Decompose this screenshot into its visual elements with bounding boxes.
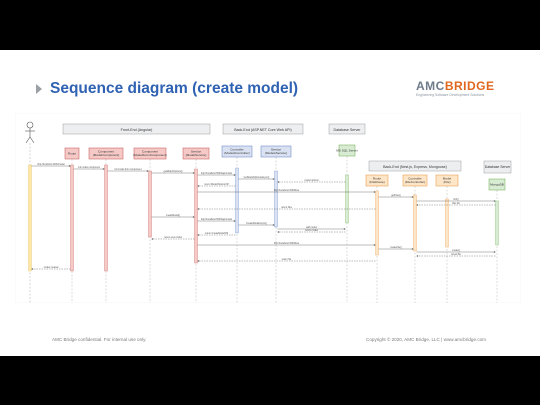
message-24-label: saved file bbox=[451, 254, 461, 257]
slide-title: Sequence diagram (create model) bbox=[50, 80, 299, 97]
participant-service-modelsservice-label: Service (ModelsService) bbox=[264, 147, 288, 156]
participant-component-modelcomponent-activation bbox=[105, 165, 108, 271]
group-frontend bbox=[63, 124, 210, 134]
message-19-label: return CreateModelVM bbox=[204, 233, 229, 236]
footer-copyright: Copyright © 2020, AMC Bridge, LLC | www.amcbridge.com bbox=[366, 337, 486, 342]
logo-tagline: Engineering Software Development Solutions bbox=[416, 93, 485, 97]
participant-model-file-label: Model (File) bbox=[442, 176, 452, 185]
participant-ms-sql-server-label: MS SQL Server bbox=[336, 148, 358, 153]
group-sql-db-label: Database Server bbox=[333, 128, 361, 132]
participant-route-activation bbox=[71, 165, 74, 271]
logo-brand-main: AMC bbox=[416, 79, 445, 93]
message-7-label: model options bbox=[304, 180, 319, 183]
participant-component-modelformcomponent-activation bbox=[149, 171, 152, 237]
group-node-backend-label: Back-End (Nest.js, Express, Mongoose) bbox=[383, 165, 447, 169]
participant-component-modelcomponent-label: Component (ModelComponent) bbox=[92, 149, 120, 158]
participant-route-fileroute-activation bbox=[376, 191, 379, 255]
participant-mongodb-label: MongoDB bbox=[490, 182, 504, 187]
message-6-label: GetModelOptionsAsync() bbox=[243, 177, 270, 180]
participant-model-file-activation bbox=[446, 199, 449, 247]
message-20-label: return new model bbox=[164, 237, 182, 240]
participant-route-label: Route bbox=[67, 151, 77, 156]
participant-controller-modelscontroller-activation bbox=[236, 168, 239, 233]
message-13-label: return files bbox=[281, 207, 292, 210]
message-26-label: model created bbox=[43, 267, 59, 270]
message-15-label: http://localhost:5000/api/model bbox=[200, 219, 233, 222]
message-1-label: http://localhost:4200/model bbox=[37, 164, 65, 167]
title-row bbox=[36, 79, 298, 99]
sequence-diagram bbox=[15, 113, 521, 303]
message-11-label: find() bbox=[453, 199, 459, 202]
user-activation bbox=[29, 165, 32, 271]
message-22-label: createFile() bbox=[390, 247, 402, 250]
group-node-backend bbox=[369, 161, 461, 171]
participant-service-modelservice-activation bbox=[195, 169, 198, 263]
message-4-label: getModelOptions() bbox=[163, 171, 183, 174]
group-sql-db bbox=[329, 124, 365, 134]
group-aspnet-backend bbox=[223, 124, 303, 134]
message-12-label: files list bbox=[452, 203, 460, 206]
message-18-label: return model bbox=[305, 230, 318, 233]
message-16-label: CreateModelAsync() bbox=[246, 223, 267, 226]
message-9-label: http://localhost:3000/files bbox=[273, 190, 300, 193]
message-2-label: init model component bbox=[78, 167, 100, 170]
group-aspnet-backend-label: Back-End (ASP.NET Core Web API) bbox=[234, 128, 292, 132]
participant-controller-filecontroller-activation bbox=[414, 195, 417, 251]
slide bbox=[0, 50, 540, 356]
participant-service-modelservice-label: Service (ModelService) bbox=[185, 149, 207, 158]
logo-brand-accent: BRIDGE bbox=[444, 79, 495, 93]
message-10-label: getFiles() bbox=[391, 195, 401, 198]
group-frontend-label: Front-End (Angular) bbox=[120, 128, 153, 132]
message-23-label: create() bbox=[452, 250, 460, 253]
participant-controller-filecontroller-label: Controller (FileController) bbox=[404, 176, 426, 185]
participant-ms-sql-server-activation bbox=[346, 175, 349, 223]
bullet-arrow-icon bbox=[36, 84, 42, 94]
company-logo bbox=[416, 80, 494, 102]
group-mongo-db bbox=[484, 161, 511, 173]
message-25-label: return file bbox=[281, 259, 292, 262]
participant-controller-modelscontroller-label: Controller (ModelsController) bbox=[224, 147, 250, 156]
participant-service-modelsservice-activation bbox=[275, 171, 278, 227]
group-mongo-db-label: Database Server bbox=[484, 165, 511, 169]
footer-confidential: AMC Bridge confidential. For internal use only. bbox=[52, 337, 147, 342]
message-8-label: return ModelOptionsVM bbox=[204, 184, 229, 187]
message-21-label: http://localhost:3000/files bbox=[273, 243, 300, 246]
participant-route-fileroute-label: Route (FileRoute) bbox=[369, 176, 385, 185]
message-14-label: createModel() bbox=[165, 215, 181, 218]
participant-mongodb-activation bbox=[496, 201, 499, 245]
participant-component-modelformcomponent-label: Component (ModelFormComponent) bbox=[133, 149, 167, 158]
message-17-label: add model bbox=[306, 227, 317, 230]
diagram-panel bbox=[15, 113, 521, 303]
message-3-label: init model form component bbox=[114, 169, 142, 172]
message-5-label: http://localhost:5000/api/model bbox=[200, 173, 233, 176]
